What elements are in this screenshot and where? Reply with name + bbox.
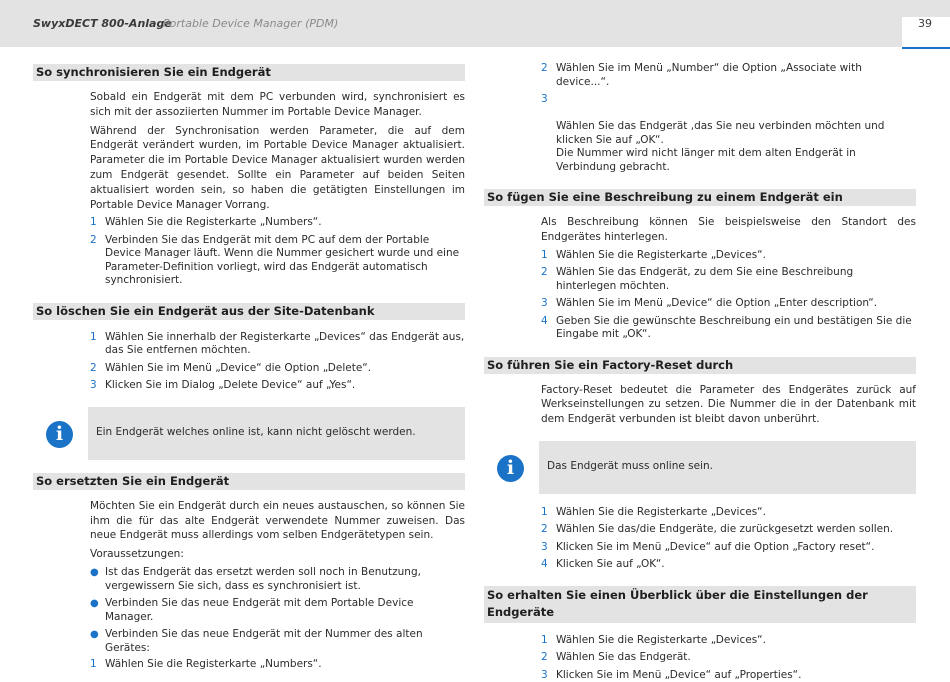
step-number: 4 <box>541 558 548 571</box>
step-number: 2 <box>90 361 97 374</box>
list-item <box>90 216 465 230</box>
step-text: Wählen Sie das Endgerät ,das Sie neu verbinden möchten und klicken Sie auf „OK“. Die Nummer wird nicht länger mit dem alten Endgerät in Verbindung gebracht. <box>556 120 885 173</box>
info-icon: i <box>497 455 524 482</box>
info-box <box>539 441 916 494</box>
step-number: 2 <box>541 62 548 74</box>
list-item <box>90 234 465 288</box>
list-item <box>541 506 916 520</box>
list-item <box>541 558 916 572</box>
bullet-icon: ● <box>90 629 99 641</box>
list-item <box>541 297 916 311</box>
page-header <box>0 0 950 47</box>
section-heading-overview: So erhalten Sie einen Überblick über die Einstellungen der Endgeräte <box>484 586 916 623</box>
step-number: 1 <box>541 633 548 646</box>
bullet-text: Ist das Endgerät das ersetzt werden soll noch in Benutzung, vergewissern Sie sich, dass es synchronisiert ist. <box>105 566 421 592</box>
list-item <box>90 658 465 672</box>
step-number: 1 <box>541 505 548 518</box>
list-item <box>541 62 916 89</box>
bullet-icon: ● <box>90 567 99 579</box>
section-heading-factory-reset: So führen Sie ein Factory-Reset durch <box>484 357 916 374</box>
bullet-item <box>90 566 465 593</box>
step-text: Wählen Sie im Menü „Number“ die Option „Associate with device...“. <box>556 62 862 88</box>
section-heading-delete: So löschen Sie ein Endgerät aus der Site-Datenbank <box>33 303 465 320</box>
step-number: 4 <box>541 314 548 327</box>
list-item <box>90 362 465 376</box>
section-heading-describe: So fügen Sie eine Beschreibung zu einem Endgerät ein <box>484 189 916 206</box>
step-number: 2 <box>541 651 548 664</box>
step-text: Geben Sie die gewünschte Beschreibung ein und bestätigen Sie die Eingabe mit „OK“. <box>556 314 912 341</box>
list-item <box>90 379 465 393</box>
list-item <box>541 669 916 682</box>
step-number: 1 <box>90 216 97 229</box>
paragraph: Sobald ein Endgerät mit dem PC verbunden wird, synchronisiert es sich mit der assoziierten Nummer im Portable Device Manager. <box>90 91 465 118</box>
step-text: Wählen Sie im Menü „Device“ die Option „Delete“. <box>105 361 372 374</box>
bullet-icon: ● <box>90 598 99 610</box>
bullet-item <box>90 628 465 655</box>
step-number: 3 <box>541 540 548 553</box>
step-number: 1 <box>90 330 97 343</box>
list-item <box>541 634 916 648</box>
step-text: Wählen Sie die Registerkarte „Devices“. <box>556 633 766 646</box>
paragraph: Während der Synchronisation werden Parameter, die auf dem Endgerät verändert wurden, im Portable Device Manager aktualisiert. Parameter die im Portable Device Manager aktualisiert wurden werden zum Endgerät gesendet. Sollte ein Parameter auf beiden Seiten aktualisiert worden sein, so haben die getätigten Einstellungen im Portable Device Manager Vorrang. <box>90 124 465 211</box>
step-text: Wählen Sie die Registerkarte „Devices“. <box>556 505 766 518</box>
step-text: Verbinden Sie das Endgerät mit dem PC auf dem der Portable Device Manager läuft. Wenn die Nummer gesichert wurde und eine Parameter-Definition vorliegt, wird das Endgerät automatisch synchronisiert. <box>105 233 460 287</box>
left-column <box>33 64 465 672</box>
step-text: Klicken Sie im Menü „Device“ auf die Option „Factory reset“. <box>556 540 875 553</box>
section-heading-replace: So ersetzten Sie ein Endgerät <box>33 473 465 490</box>
step-number: 2 <box>90 233 97 246</box>
list-item <box>541 249 916 263</box>
bullet-text: Verbinden Sie das neue Endgerät mit dem Portable Device Manager. <box>105 597 414 623</box>
step-text: Wählen Sie das/die Endgeräte, die zurückgesetzt werden sollen. <box>556 523 894 536</box>
step-number: 3 <box>541 93 548 105</box>
step-text: Wählen Sie die Registerkarte „Devices“. <box>556 248 766 261</box>
step-text: Wählen Sie im Menü „Device“ die Option „Enter description“. <box>556 297 878 310</box>
step-text: Wählen Sie das Endgerät, zu dem Sie eine Beschreibung hinterlegen möchten. <box>556 266 854 292</box>
step-number: 3 <box>90 379 97 392</box>
step-text: Wählen Sie die Registerkarte „Numbers“. <box>105 216 322 229</box>
document-subtitle: Portable Device Manager (PDM) <box>163 17 339 30</box>
step-number: 1 <box>90 658 97 671</box>
step-text: Wählen Sie die Registerkarte „Numbers“. <box>105 658 322 671</box>
step-number: 2 <box>541 266 548 279</box>
step-text: Klicken Sie im Menü „Device“ auf „Properties“. <box>556 668 802 681</box>
paragraph: Als Beschreibung können Sie beispielsweise den Standort des Endgerätes hinterlegen. <box>541 216 916 243</box>
info-note <box>484 441 916 494</box>
step-text: Wählen Sie innerhalb der Registerkarte „Devices“ das Endgerät aus, das Sie entfernen möchten. <box>105 330 465 357</box>
list-item <box>90 331 465 358</box>
list-item <box>541 651 916 665</box>
info-text: Ein Endgerät welches online ist, kann nicht gelöscht werden. <box>96 425 416 438</box>
step-number: 2 <box>541 523 548 536</box>
bullet-text: Verbinden Sie das neue Endgerät mit der Nummer des alten Gerätes: <box>105 628 423 654</box>
info-text: Das Endgerät muss online sein. <box>547 459 713 472</box>
paragraph: Factory-Reset bedeutet die Parameter des Endgerätes zurück auf Werkseinstellungen zu setzen. Die Nummer die in der Datenbank mit dem Endgerät verbunden ist bleibt davon unberührt. <box>541 383 916 426</box>
list-item <box>541 523 916 537</box>
info-icon: i <box>46 421 73 448</box>
paragraph: Voraussetzungen: <box>90 548 184 561</box>
step-text: Wählen Sie das Endgerät. <box>556 651 691 664</box>
bullet-item <box>90 597 465 624</box>
info-box <box>88 407 465 460</box>
list-item <box>541 93 916 174</box>
right-column <box>484 62 916 682</box>
step-text: Klicken Sie im Dialog „Delete Device“ auf „Yes“. <box>105 379 356 392</box>
step-number: 3 <box>541 297 548 310</box>
step-number: 3 <box>541 668 548 681</box>
page-number: 39 <box>918 17 932 30</box>
page-number-box <box>902 17 950 47</box>
list-item <box>541 541 916 555</box>
list-item <box>541 315 916 342</box>
document-title: SwyxDECT 800-Anlage <box>33 17 172 30</box>
info-note <box>33 407 465 460</box>
step-text: Klicken Sie auf „OK“. <box>556 558 665 571</box>
page-number-underline <box>902 47 950 49</box>
step-number: 1 <box>541 248 548 261</box>
list-item <box>541 266 916 293</box>
section-heading-sync: So synchronisieren Sie ein Endgerät <box>33 64 465 81</box>
paragraph: Möchten Sie ein Endgerät durch ein neues austauschen, so können Sie ihm die für das alte Endgerät verwendete Nummer zuweisen. Das neue Endgerät muss allerdings vom selben Endgerätetypen sein. <box>90 499 465 542</box>
